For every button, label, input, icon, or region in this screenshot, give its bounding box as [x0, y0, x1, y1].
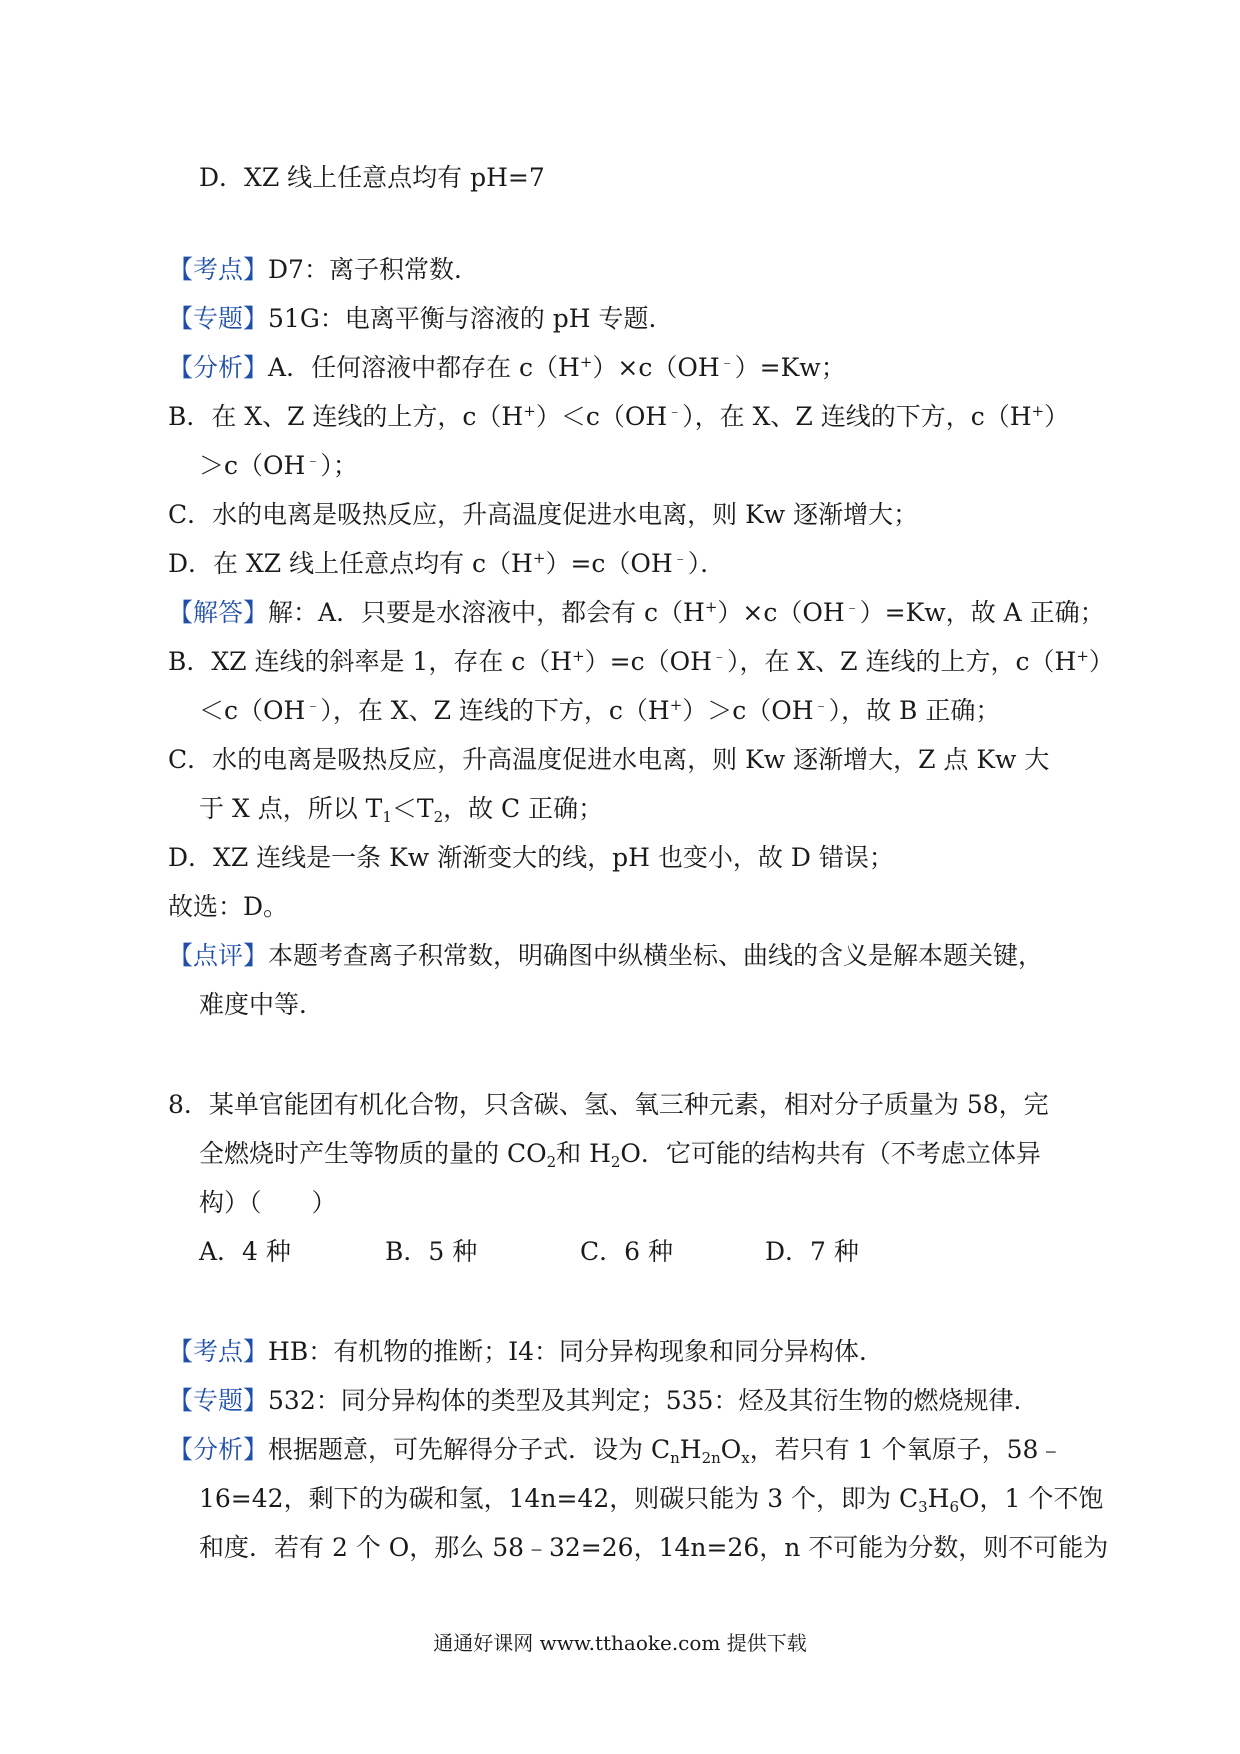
fenxi-tag: 【分析】: [168, 1435, 269, 1464]
kaodian-tag: 【考点】: [168, 1337, 269, 1366]
q7-dianping-2: 难度中等．: [199, 990, 325, 1019]
q7-jieda-b2: ＜c（OH﹣），在 X、Z 连线的下方，c（H+）＞c（OH﹣），故 B 正确；: [199, 696, 1001, 725]
q7-jieda-a: 【解答】解：A．只要是水溶液中，都会有 c（H+）×c（OH﹣）=Kw，故 A 正确；: [168, 598, 1105, 627]
q7-jieda-d: D．XZ 连线是一条 Kw 渐渐变大的线，pH 也变小，故 D 错误；: [168, 843, 894, 872]
q7-zhuanti: 【专题】51G：电离平衡与溶液的 pH 专题．: [168, 304, 674, 333]
q8-kaodian: 【考点】HB：有机物的推断；I4：同分异构现象和同分异构体．: [168, 1337, 884, 1366]
q7-dianping: 【点评】本题考查离子积常数，明确图中纵横坐标、曲线的含义是解本题关键，: [168, 941, 1044, 970]
q7-answer: 故选：D。: [168, 892, 289, 921]
q7-fenxi-d: D．在 XZ 线上任意点均有 c（H+）=c（OH﹣）．: [168, 549, 726, 578]
q8-stem-1: 8．某单官能团有机化合物，只含碳、氢、氧三种元素，相对分子质量为 58，完: [168, 1090, 1049, 1119]
q7-fenxi-c: C．水的电离是吸热反应，升高温度促进水电离，则 Kw 逐渐增大；: [168, 500, 919, 529]
q7-fenxi-a: 【分析】A．任何溶液中都存在 c（H+）×c（OH﹣）=Kw；: [168, 353, 846, 382]
q7-option-d: D．XZ 线上任意点均有 pH=7: [199, 163, 545, 192]
q8-stem-2: 全燃烧时产生等物质的量的 $CO_2$和 $H_2O$．它可能的结构共有（不考虑立体异: [199, 1139, 1041, 1171]
kaodian-tag: 【考点】: [168, 255, 269, 284]
q8-fenxi-2: 16=42，剩下的为碳和氢，14n=42，则碳只能为 3 个，即为 $C_3H_6O$，1 个不饱: [199, 1484, 1104, 1516]
fenxi-tag: 【分析】: [168, 353, 269, 382]
q7-jieda-b1: B．XZ 连线的斜率是 1，存在 c（H+）=c（OH﹣），在 X、Z 连线的上方，c（H+）: [168, 647, 1114, 676]
q8-option-b: B．5 种: [385, 1237, 478, 1266]
q8-option-c: C．6 种: [580, 1237, 673, 1266]
q8-zhuanti: 【专题】532：同分异构体的类型及其判定；535：烃及其衍生物的燃烧规律．: [168, 1386, 1039, 1415]
q8-option-d: D．7 种: [765, 1237, 859, 1266]
q8-stem-3: 构）（ ）: [199, 1188, 337, 1217]
q7-jieda-c1: C．水的电离是吸热反应，升高温度促进水电离，则 Kw 逐渐增大，Z 点 Kw 大: [168, 745, 1050, 774]
q8-fenxi-3: 和度．若有 2 个 O，那么 58﹣32=26，14n=26，n 不可能为分数，则不可能为: [199, 1533, 1109, 1562]
page-footer: 通通好课网 www.tthaoke.com 提供下载: [433, 1631, 807, 1655]
q8-option-a: A．4 种: [199, 1237, 291, 1266]
zhuanti-tag: 【专题】: [168, 304, 269, 333]
q7-fenxi-b2: ＞c（OH﹣）；: [199, 451, 358, 480]
q7-jieda-c2: 于 X 点，所以 $T_1<T_2$，故 C 正确；: [199, 794, 604, 826]
q8-fenxi-1: 【分析】根据题意，可先解得分子式．设为 $C_nH_{2n}O_x$，若只有 1 个氧原子，58﹣: [168, 1435, 1064, 1467]
q7-kaodian: 【考点】D7：离子积常数．: [168, 255, 479, 284]
dianping-tag: 【点评】: [168, 941, 269, 970]
q7-fenxi-b1: B．在 X、Z 连线的上方，c（H+）＜c（OH﹣），在 X、Z 连线的下方，c（H+）: [168, 402, 1070, 431]
zhuanti-tag: 【专题】: [168, 1386, 269, 1415]
jieda-tag: 【解答】: [168, 598, 269, 627]
